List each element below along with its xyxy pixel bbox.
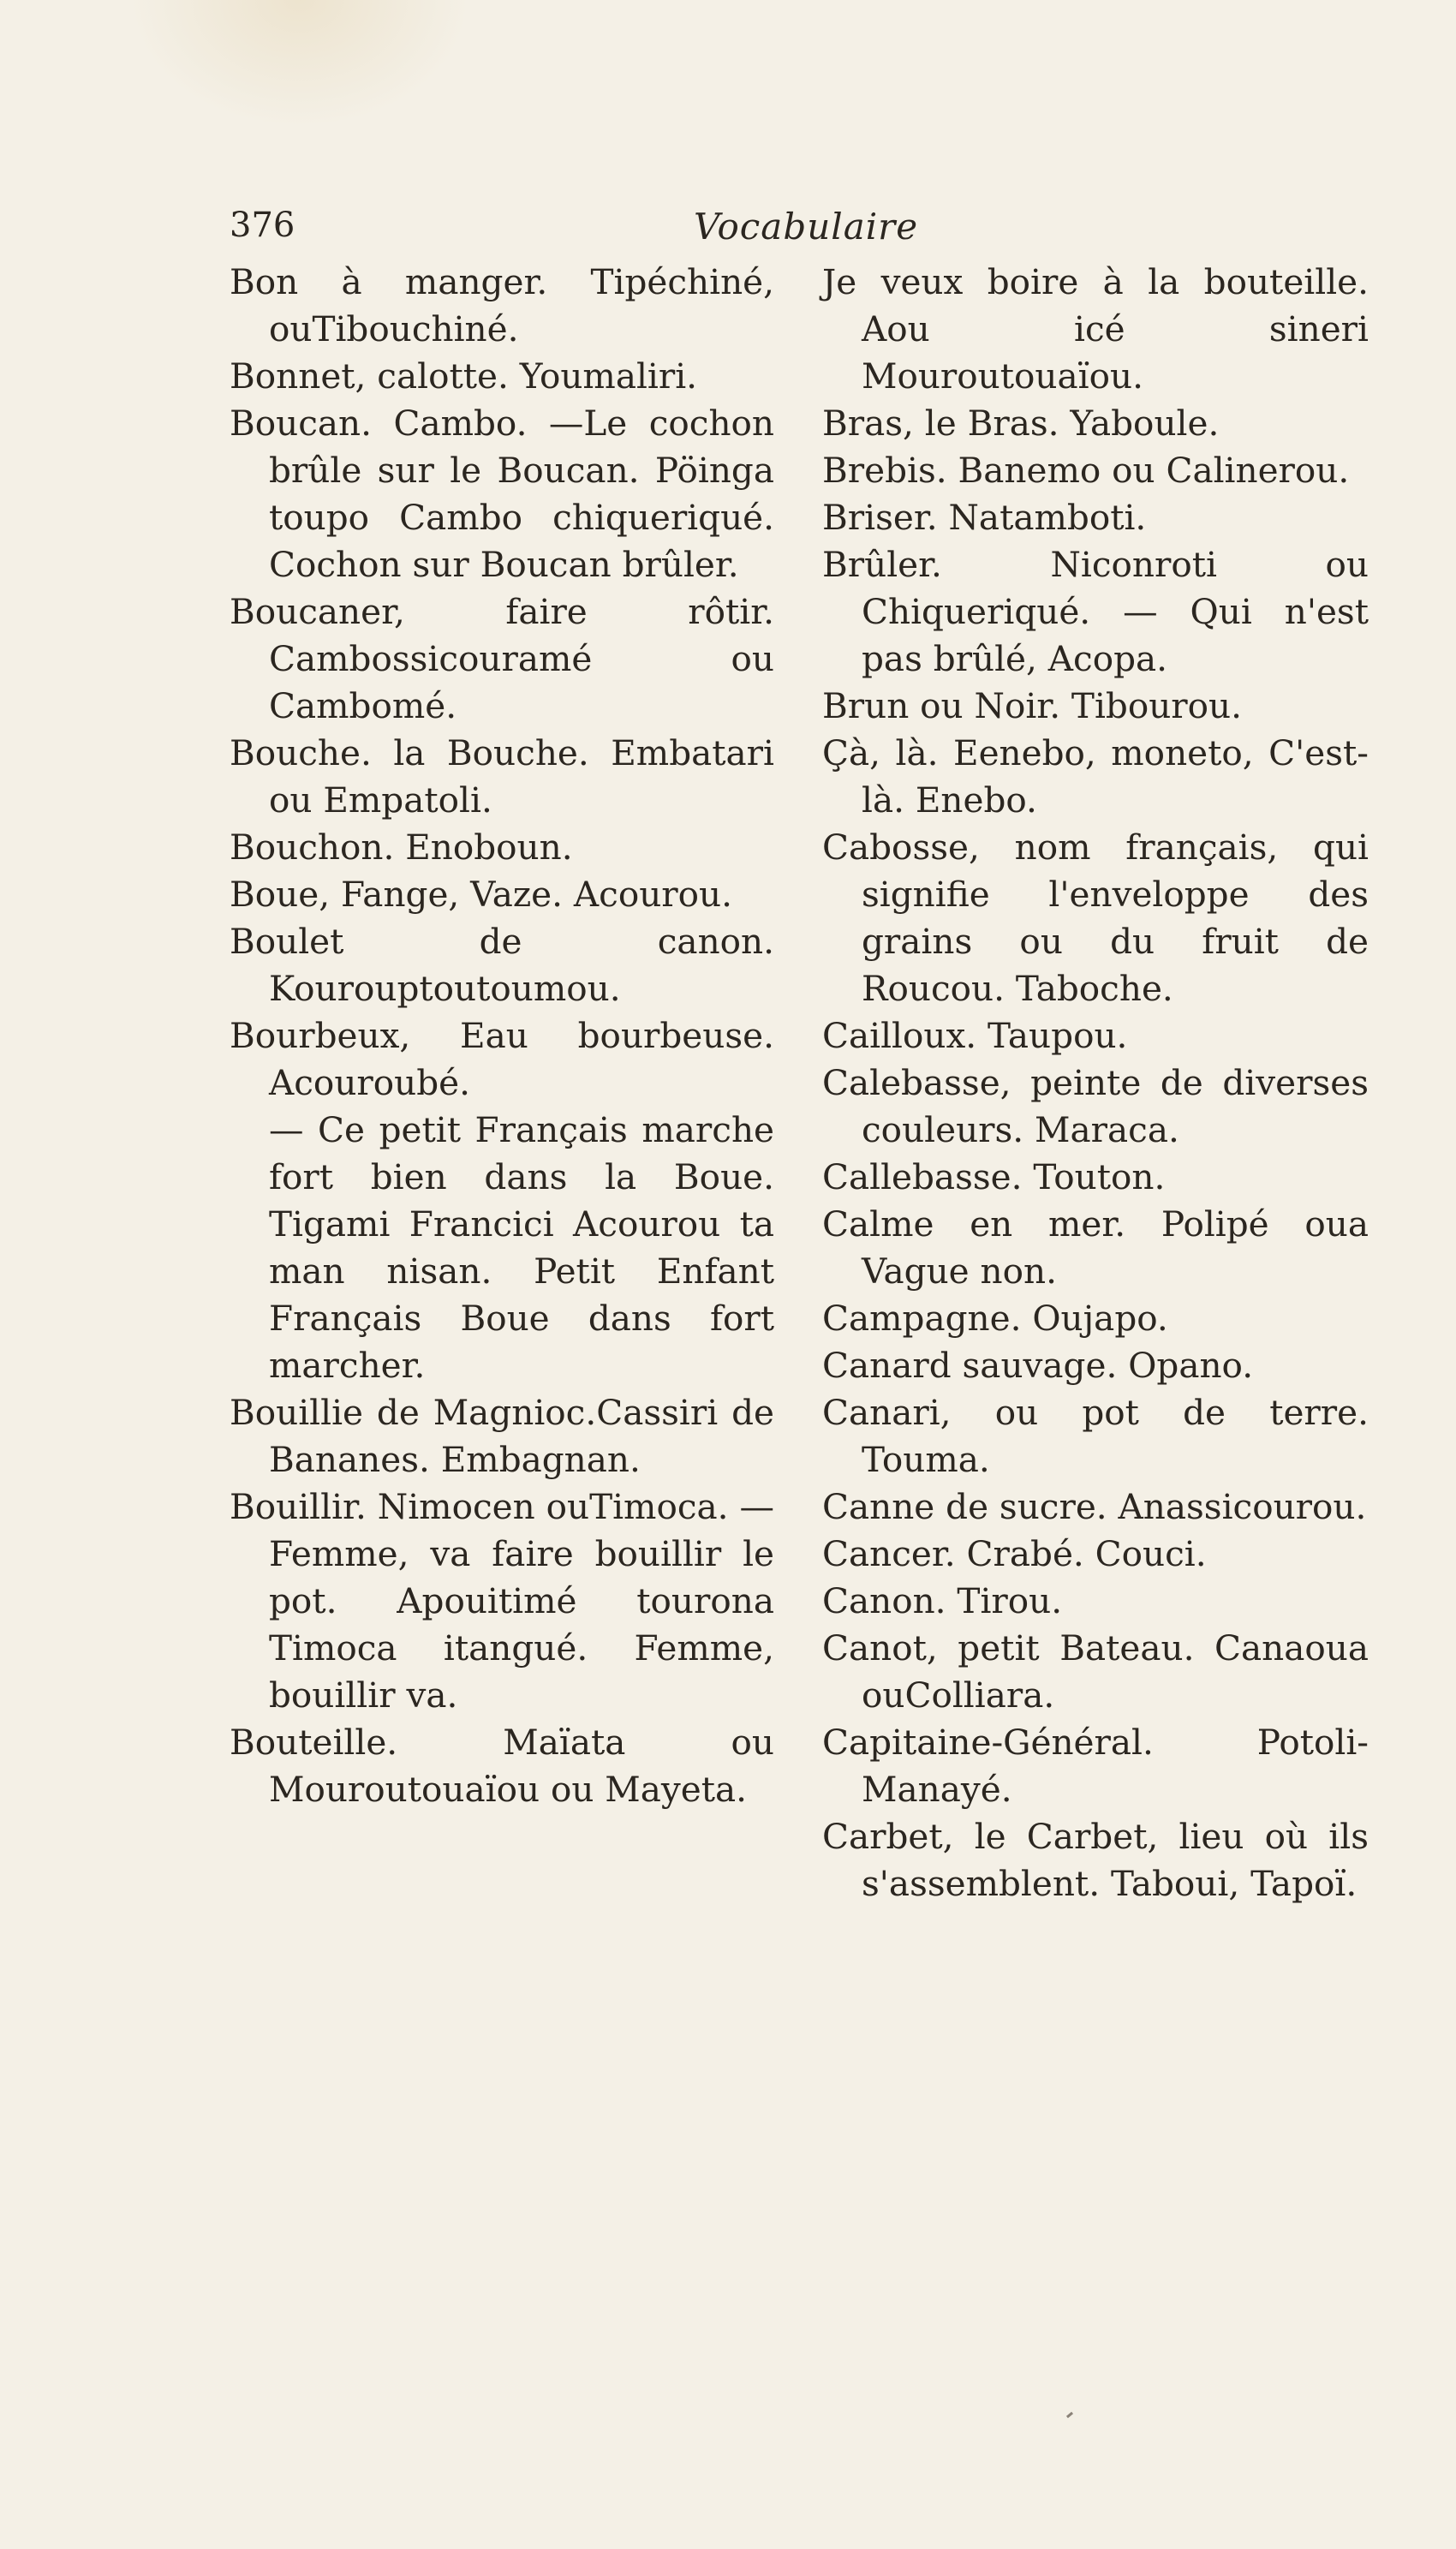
- dictionary-entry: Canari, ou pot de terre. Touma.: [822, 1392, 1369, 1480]
- page-number: 376: [230, 206, 295, 245]
- dictionary-entry: Bouche. la Bouche. Embatari ou Empatoli.: [230, 732, 774, 821]
- dictionary-example: — Ce petit Français marche fort bien dans la Boue. Tigami Francici Acourou ta man nisan. Petit Enfant Français Boue dans fort marcher.: [269, 1109, 774, 1386]
- dictionary-entry: Canard sauvage. Opano.: [822, 1345, 1254, 1386]
- dictionary-entry: Carbet, le Carbet, lieu où ils s'assemblent. Taboui, Tapoï.: [822, 1816, 1369, 1904]
- dictionary-entry: Çà, là. Eenebo, moneto, C'est-là. Enebo.: [822, 732, 1369, 821]
- dictionary-entry: Boucan. Cambo. —Le cochon brûle sur le Boucan. Pöinga toupo Cambo chiqueriqué. Cochon sur Boucan brûler.: [230, 403, 774, 585]
- dictionary-entry: Bras, le Bras. Yaboule.: [822, 403, 1220, 444]
- dictionary-entry: Bouteille. Maïata ou Mouroutouaïou ou Mayeta.: [230, 1722, 774, 1810]
- dictionary-entry: Canot, petit Bateau. Canaoua ouColliara.: [822, 1627, 1369, 1716]
- page-header: [230, 206, 1369, 266]
- paper-stain: [128, 0, 471, 128]
- dictionary-entry: Cancer. Crabé. Couci.: [822, 1533, 1207, 1574]
- dictionary-entry: Boulet de canon. Kourouptoutoumou.: [230, 921, 774, 1009]
- dictionary-entry: Bouillir. Nimocen ouTimoca. — Femme, va faire bouillir le pot. Apouitimé tourona Timoca itangué. Femme, bouillir va.: [230, 1486, 774, 1716]
- dictionary-entry: Je veux boire à la bouteille. Aou icé sineri Mouroutouaïou.: [822, 261, 1369, 397]
- dictionary-entry: Bouillie de Magnioc.Cassiri de Bananes. Embagnan.: [230, 1392, 774, 1480]
- right-column: [822, 259, 1369, 1907]
- dictionary-entry: Brun ou Noir. Tibourou.: [822, 685, 1242, 726]
- dictionary-entry: Canon. Tirou.: [822, 1580, 1063, 1621]
- dictionary-entry: Calebasse, peinte de diverses couleurs. Maraca.: [822, 1062, 1369, 1150]
- dictionary-entry: Brûler. Niconroti ou Chiqueriqué. — Qui n'est pas brûlé, Acopa.: [822, 544, 1369, 679]
- dictionary-entry: Cabosse, nom français, qui signifie l'enveloppe des grains ou du fruit de Roucou. Taboche.: [822, 827, 1369, 1009]
- dictionary-entry: Bouchon. Enoboun.: [230, 827, 573, 868]
- dictionary-entry: Calme en mer. Polipé oua Vague non.: [822, 1203, 1369, 1292]
- dictionary-entry: Bonnet, calotte. Youmaliri.: [230, 355, 698, 397]
- dictionary-entry: Canne de sucre. Anassicourou.: [822, 1486, 1367, 1527]
- paper-fleck: [1066, 2412, 1073, 2418]
- left-column: [230, 259, 774, 1813]
- dictionary-entry: Capitaine-Général. Potoli-Manayé.: [822, 1722, 1369, 1810]
- running-title: Vocabulaire: [694, 206, 919, 248]
- dictionary-entry: Brebis. Banemo ou Calinerou.: [822, 450, 1350, 491]
- dictionary-entry: Cailloux. Taupou.: [822, 1015, 1128, 1056]
- dictionary-entry: Campagne. Oujapo.: [822, 1298, 1168, 1339]
- dictionary-entry: Boucaner, faire rôtir. Cambossicouramé ou Cambomé.: [230, 591, 774, 726]
- dictionary-entry: Briser. Natamboti.: [822, 497, 1147, 538]
- dictionary-entry: Bourbeux, Eau bourbeuse. Acouroubé.: [230, 1015, 774, 1103]
- dictionary-entry: Callebasse. Touton.: [822, 1156, 1166, 1197]
- dictionary-entry: Bon à manger. Tipéchiné, ouTibouchiné.: [230, 261, 774, 349]
- dictionary-entry: Boue, Fange, Vaze. Acourou.: [230, 874, 732, 915]
